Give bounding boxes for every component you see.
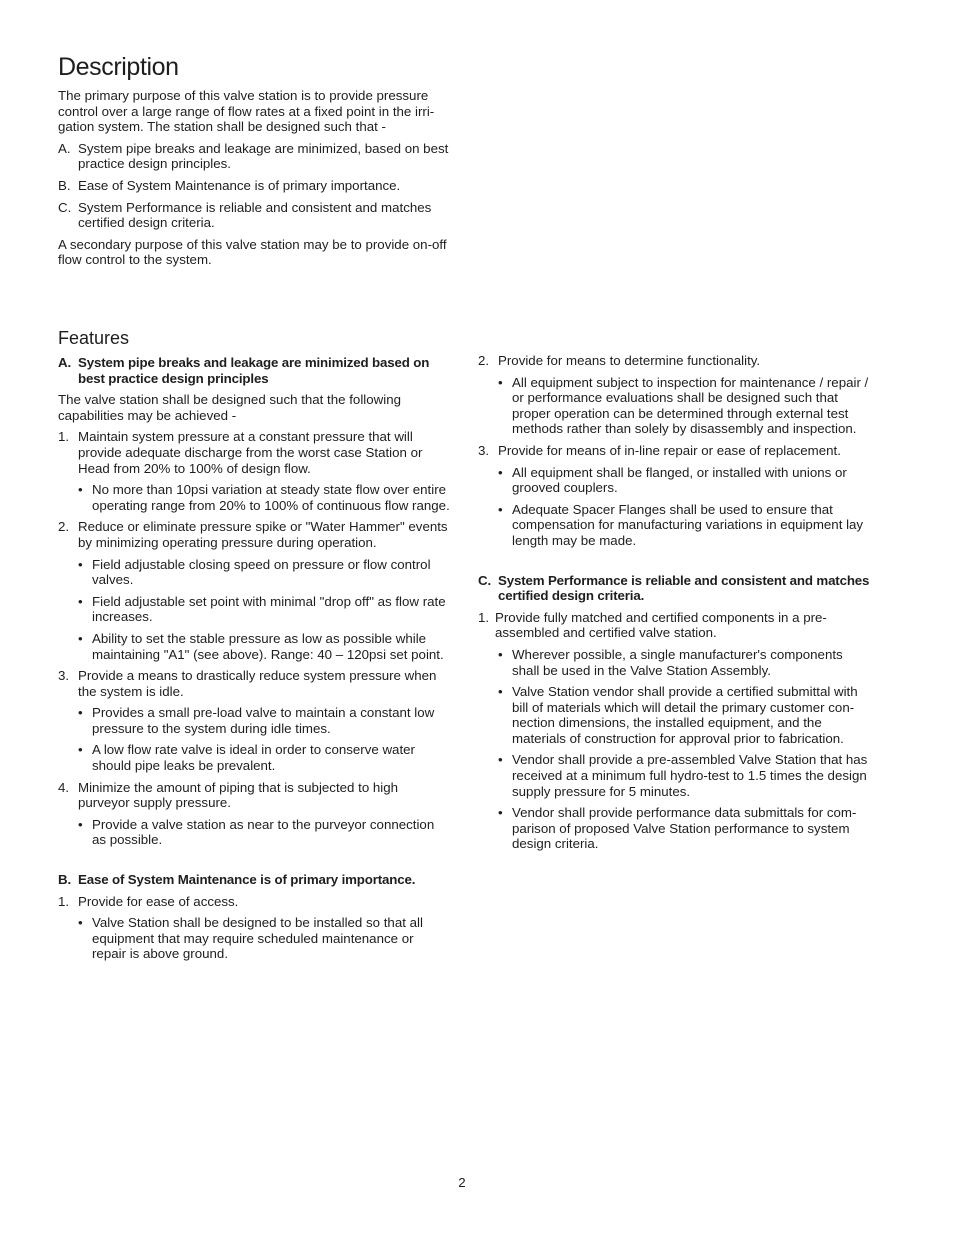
bullet-text: Provides a small pre-load valve to maintain a constant low pressure to the system during idle times. xyxy=(92,705,435,736)
features-right-column xyxy=(478,353,873,858)
bullet-glyph: • xyxy=(498,374,503,390)
list-item xyxy=(58,894,450,910)
description-secondary: A secondary purpose of this valve station may be to provide on-off flow control to the system. xyxy=(58,236,447,268)
bullet-glyph: • xyxy=(498,752,503,768)
bullet-item xyxy=(498,752,873,799)
bullet-item xyxy=(498,684,873,746)
description-item-c xyxy=(58,200,450,231)
bullet-glyph: • xyxy=(78,556,83,572)
list-marker: 1. xyxy=(58,893,70,909)
bullet-text: Valve Station vendor shall provide a certified submittal with bill of materials which will detail the primary customer con-nection dimensions, the installed equipment, and the materials of construction for approval prior to fabrication. xyxy=(512,684,858,746)
list-item-text: Provide a means to drastically reduce system pressure when the system is idle. xyxy=(78,668,437,699)
list-item-text: Provide for ease of access. xyxy=(78,893,239,909)
bullet-item xyxy=(78,594,450,625)
bullet-glyph: • xyxy=(78,816,83,832)
page-title: Description xyxy=(58,53,179,81)
page-number: 2 xyxy=(458,1175,466,1190)
list-item-text: System Performance is reliable and consistent and matches certified design criteria. xyxy=(78,199,432,231)
section-b-heading xyxy=(58,872,450,888)
bullet-text: Vendor shall provide a pre-assembled Valve Station that has received at a minimum full hydro-test to 1.5 times the design supply pressure for 5 minutes. xyxy=(512,752,868,799)
list-item xyxy=(58,780,450,811)
bullet-glyph: • xyxy=(78,593,83,609)
description-item-a xyxy=(58,141,450,172)
bullet-glyph: • xyxy=(78,705,83,721)
bullet-text: No more than 10psi variation at steady state flow over entire operating range from 20% to 100% of continuous flow range. xyxy=(92,482,450,513)
list-item xyxy=(58,519,450,550)
section-heading-text: System pipe breaks and leakage are minimized based on best practice design principles xyxy=(78,355,430,386)
bullet-item xyxy=(498,465,873,496)
features-left-column xyxy=(58,355,450,968)
bullet-glyph: • xyxy=(498,501,503,517)
bullet-item xyxy=(78,482,450,513)
description-section xyxy=(58,88,450,274)
bullet-item xyxy=(78,705,450,736)
list-marker: 3. xyxy=(58,668,70,684)
section-heading-text: System Performance is reliable and consistent and matches certified design criteria. xyxy=(498,572,870,604)
bullet-item xyxy=(78,557,450,588)
bullet-item xyxy=(78,817,450,848)
section-c-heading xyxy=(478,573,873,604)
list-marker: A. xyxy=(58,140,71,156)
bullet-item xyxy=(78,742,450,773)
bullet-text: Ability to set the stable pressure as low as possible while maintaining "A1" (see above). Range: 40 – 120psi set point. xyxy=(92,630,444,662)
list-item-text: Maintain system pressure at a constant pressure that will provide adequate discharge from the worst case Station or Head from 20% to 100% of design flow. xyxy=(78,429,423,476)
list-item xyxy=(478,443,873,459)
list-item-text: Provide for means of in-line repair or ease of replacement. xyxy=(498,442,841,458)
bullet-glyph: • xyxy=(78,742,83,758)
bullet-item xyxy=(498,647,873,678)
bullet-glyph: • xyxy=(78,630,83,646)
section-marker: C. xyxy=(478,572,491,588)
bullet-text: Vendor shall provide performance data submittals for com-parison of proposed Valve Station performance to system design criteria. xyxy=(512,805,857,852)
bullet-glyph: • xyxy=(498,646,503,662)
bullet-text: Adequate Spacer Flanges shall be used to ensure that compensation for manufacturing variations in equipment lay length may be made. xyxy=(512,501,864,548)
bullet-item xyxy=(78,915,450,962)
bullet-glyph: • xyxy=(498,684,503,700)
section-marker: A. xyxy=(58,355,71,370)
list-item-text: Minimize the amount of piping that is subjected to high purveyor supply pressure. xyxy=(78,779,399,811)
bullet-glyph: • xyxy=(498,464,503,480)
description-item-b xyxy=(58,178,450,194)
list-marker: 3. xyxy=(478,442,490,458)
section-a-heading xyxy=(58,355,450,386)
list-marker: 2. xyxy=(478,353,490,368)
list-marker: C. xyxy=(58,199,72,215)
bullet-item xyxy=(78,631,450,662)
features-title: Features xyxy=(58,328,130,348)
section-a-intro: The valve station shall be designed such that the following capabilities may be achieved - xyxy=(58,392,401,423)
bullet-glyph: • xyxy=(78,915,83,931)
list-item xyxy=(58,668,450,699)
list-item xyxy=(58,429,450,476)
bullet-item xyxy=(498,502,873,549)
list-item-text: Ease of System Maintenance is of primary importance. xyxy=(78,177,401,193)
list-marker: 4. xyxy=(58,779,70,795)
bullet-text: A low flow rate valve is ideal in order to conserve water should pipe leaks be prevalent. xyxy=(92,742,415,774)
description-intro: The primary purpose of this valve station is to provide pressure control over a large range of flow rates at a fixed point in the irri-gation system. The station shall be designed such that - xyxy=(58,88,435,135)
bullet-text: Field adjustable closing speed on pressure or flow control valves. xyxy=(92,556,431,588)
bullet-text: Valve Station shall be designed to be installed so that all equipment that may require scheduled maintenance or repair is above ground. xyxy=(92,915,423,962)
list-marker: 1. xyxy=(58,429,70,445)
list-marker: 1. xyxy=(478,609,490,625)
section-heading-text: Ease of System Maintenance is of primary importance. xyxy=(78,872,416,888)
list-item-text: Provide fully matched and certified components in a pre-assembled and certified valve station. xyxy=(495,609,827,641)
list-marker: 2. xyxy=(58,519,70,535)
bullet-glyph: • xyxy=(78,482,83,498)
bullet-item xyxy=(498,375,873,437)
list-item-text: System pipe breaks and leakage are minimized, based on best practice design principles. xyxy=(78,140,449,172)
bullet-glyph: • xyxy=(498,805,503,821)
bullet-text: All equipment subject to inspection for maintenance / repair / or performance evaluations shall be designed such that proper operation can be determined through external test methods rather than solely by disassembly and inspection. xyxy=(512,374,869,437)
bullet-text: Field adjustable set point with minimal "drop off" as flow rate increases. xyxy=(92,593,446,625)
list-marker: B. xyxy=(58,177,71,193)
list-item xyxy=(478,610,873,641)
list-item-text: Provide for means to determine functionality. xyxy=(498,353,761,368)
bullet-text: Wherever possible, a single manufacturer's components shall be used in the Valve Station Assembly. xyxy=(512,646,843,678)
section-marker: B. xyxy=(58,872,71,888)
bullet-item xyxy=(498,805,873,852)
list-item-text: Reduce or eliminate pressure spike or "Water Hammer" events by minimizing operating pressure during operation. xyxy=(78,519,448,550)
bullet-text: Provide a valve station as near to the purveyor connection as possible. xyxy=(92,816,435,848)
list-item xyxy=(478,353,873,369)
bullet-text: All equipment shall be flanged, or installed with unions or grooved couplers. xyxy=(512,464,847,496)
